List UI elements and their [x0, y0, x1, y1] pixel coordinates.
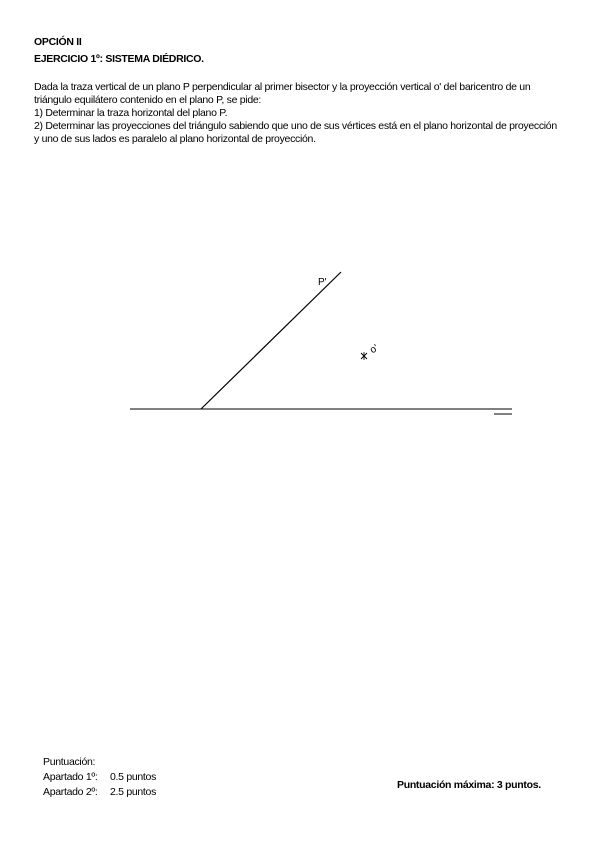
statement-item-2-continued: y uno de sus lados es paralelo al plano horizontal de proyección.: [34, 133, 316, 145]
vertical-trace-label: P': [318, 277, 327, 288]
exercise-title: EJERCICIO 1º: SISTEMA DIÉDRICO.: [34, 53, 204, 65]
part-2-value: 2.5 puntos: [110, 786, 157, 798]
statement-item-1: 1) Determinar la traza horizontal del plano P.: [34, 107, 228, 119]
statement-line-1: Dada la traza vertical de un plano P perpendicular al primer bisector y la proyección vertical o' del baricentro de un: [34, 81, 531, 93]
barycenter-label: o': [368, 342, 381, 357]
part-2-label: Apartado 2º:: [43, 786, 98, 798]
part-1-label: Apartado 1º:: [43, 771, 98, 783]
vertical-trace-line: [201, 272, 341, 409]
scoring-title: Puntuación:: [43, 756, 96, 768]
max-score: Puntuación máxima: 3 puntos.: [397, 779, 541, 791]
part-1-value: 0.5 puntos: [110, 771, 157, 783]
statement-line-2: triángulo equilátero contenido en el plano P, se pide:: [34, 94, 262, 106]
barycenter-point-mark: [361, 352, 367, 360]
option-title: OPCIÓN II: [34, 36, 82, 48]
statement-item-2: 2) Determinar las proyecciones del triángulo sabiendo que uno de sus vértices está en el plano horizontal de proyección: [34, 120, 557, 132]
